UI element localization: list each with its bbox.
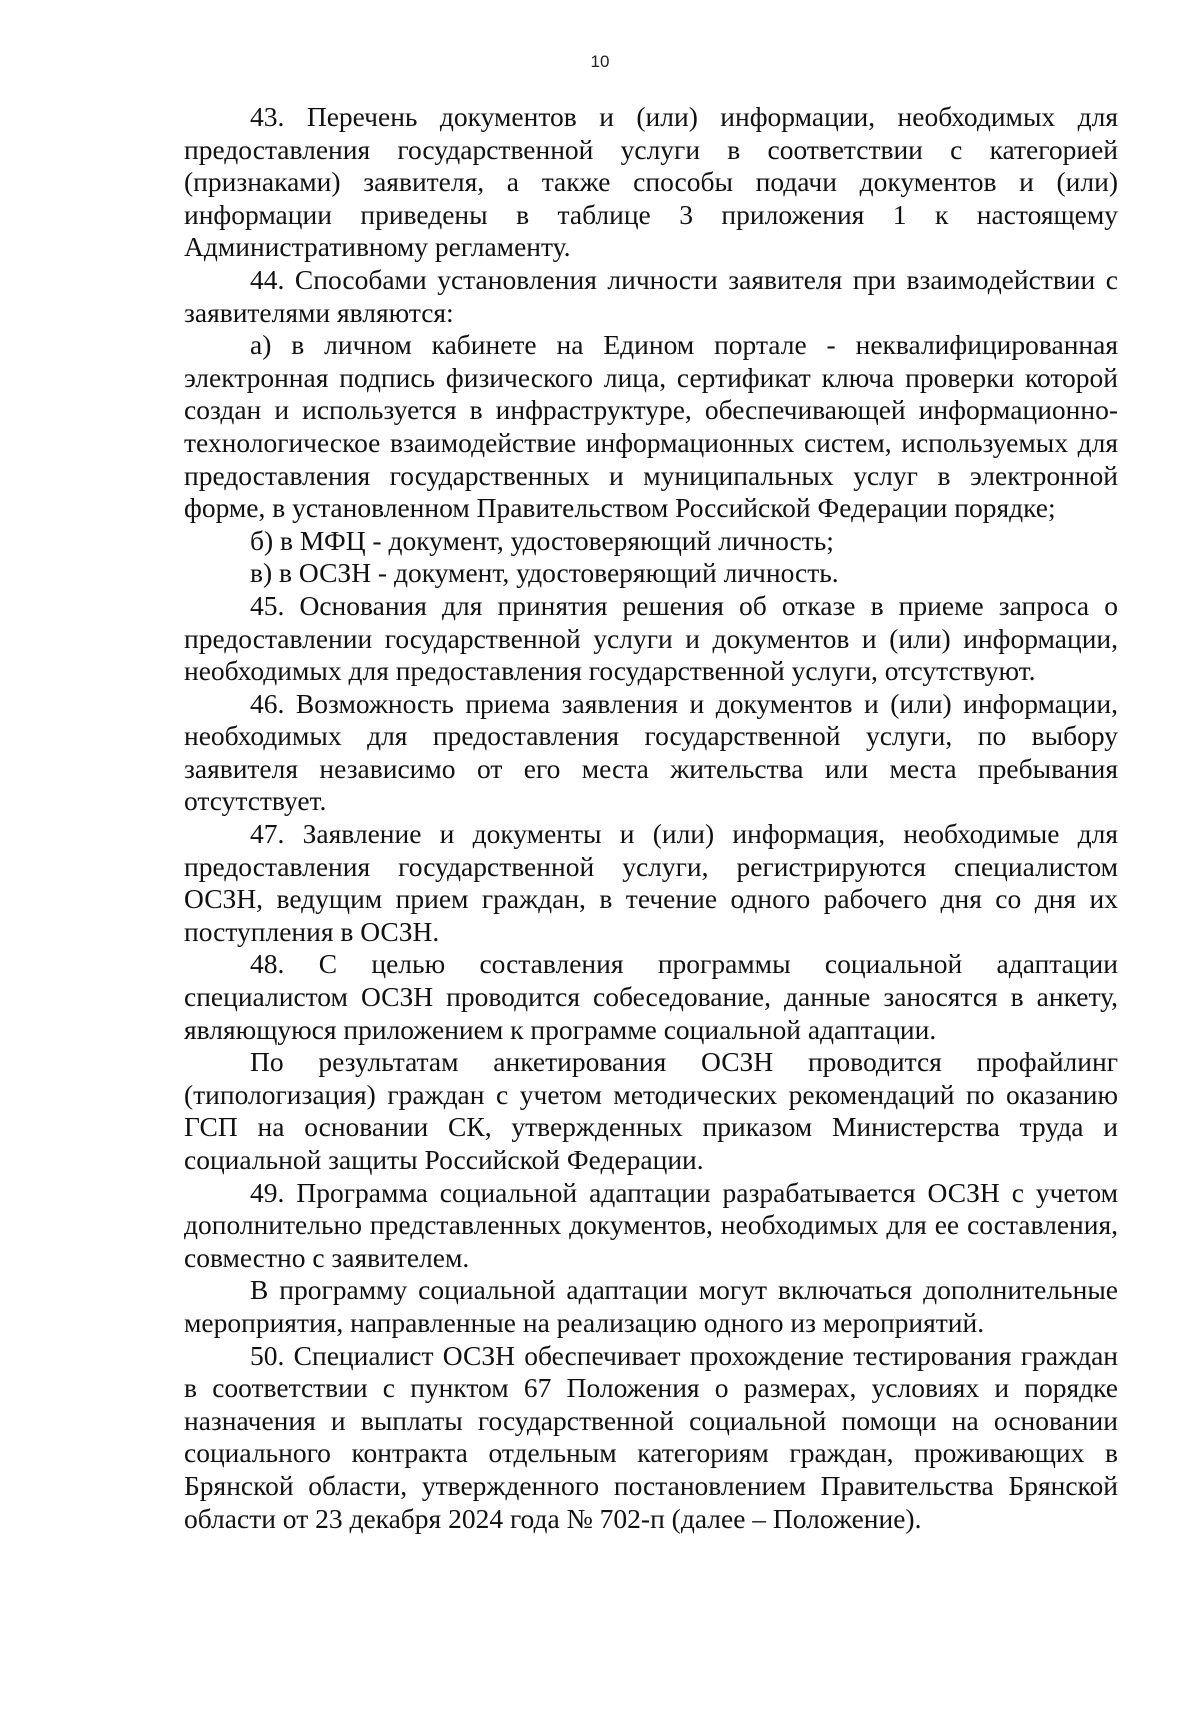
paragraph-45: 45. Основания для принятия решения об отказе в приеме запроса о предоставлении государственной услуги и документов и (или) информации, необходимых для предоставления государственной услуги, отсутствуют. bbox=[184, 589, 1118, 687]
paragraph-50: 50. Специалист ОСЗН обеспечивает прохождение тестирования граждан в соответствии с пунктом 67 Положения о размерах, условиях и порядке назначения и выплаты государственной социальной помощи на основании социального контракта отдельным категориям граждан, проживающих в Брянской области, утвержденного постановлением Правительства Брянской области от 23 декабря 2024 года № 702-п (далее – Положение). bbox=[184, 1339, 1118, 1534]
page-number: 10 bbox=[590, 52, 610, 71]
paragraph-43: 43. Перечень документов и (или) информации, необходимых для предоставления государственной услуги в соответствии с категорией (признаками) заявителя, а также способы подачи документов и (или) информации приведены в таблице 3 приложения 1 к настоящему Административному регламенту. bbox=[184, 101, 1118, 263]
paragraph-49: 49. Программа социальной адаптации разрабатывается ОСЗН с учетом дополнительно представленных документов, необходимых для ее составления, совместно с заявителем. bbox=[184, 1176, 1118, 1273]
paragraph-44-c: в) в ОСЗН - документ, удостоверяющий личность. bbox=[250, 557, 839, 589]
paragraph-48-profiling: По результатам анкетирования ОСЗН проводится профайлинг (типологизация) граждан с учетом методических рекомендаций по оказанию ГСП на основании СК, утвержденных приказом Министерства труда и социальной защиты Российской Федерации. bbox=[184, 1046, 1118, 1175]
document-body bbox=[184, 101, 1118, 1535]
paragraph-48: 48. С целью составления программы социальной адаптации специалистом ОСЗН проводится собеседование, данные заносятся в анкету, являющуюся приложением к программе социальной адаптации. bbox=[184, 948, 1118, 1045]
paragraph-49-additional: В программу социальной адаптации могут включаться дополнительные мероприятия, направленные на реализацию одного из мероприятий. bbox=[184, 1274, 1118, 1338]
paragraph-44-b: б) в МФЦ - документ, удостоверяющий личность; bbox=[250, 524, 834, 556]
paragraph-44: 44. Способами установления личности заявителя при взаимодействии с заявителями являются: bbox=[184, 263, 1118, 328]
paragraph-44-a: а) в личном кабинете на Едином портале - неквалифицированная электронная подпись физического лица, сертификат ключа проверки которой создан и используется в инфраструктуре, обеспечивающей информационно-технологическое взаимодействие информационных систем, используемых для предоставления государственных и муниципальных услуг в электронной форме, в установленном Правительством Российской Федерации порядке; bbox=[184, 329, 1118, 524]
paragraph-46: 46. Возможность приема заявления и документов и (или) информации, необходимых для предоставления государственной услуги, по выбору заявителя независимо от его места жительства или места пребывания отсутствует. bbox=[184, 687, 1118, 817]
paragraph-47: 47. Заявление и документы и (или) информация, необходимые для предоставления государственной услуги, регистрируются специалистом ОСЗН, ведущим прием граждан, в течение одного рабочего дня со дня их поступления в ОСЗН. bbox=[184, 818, 1118, 947]
